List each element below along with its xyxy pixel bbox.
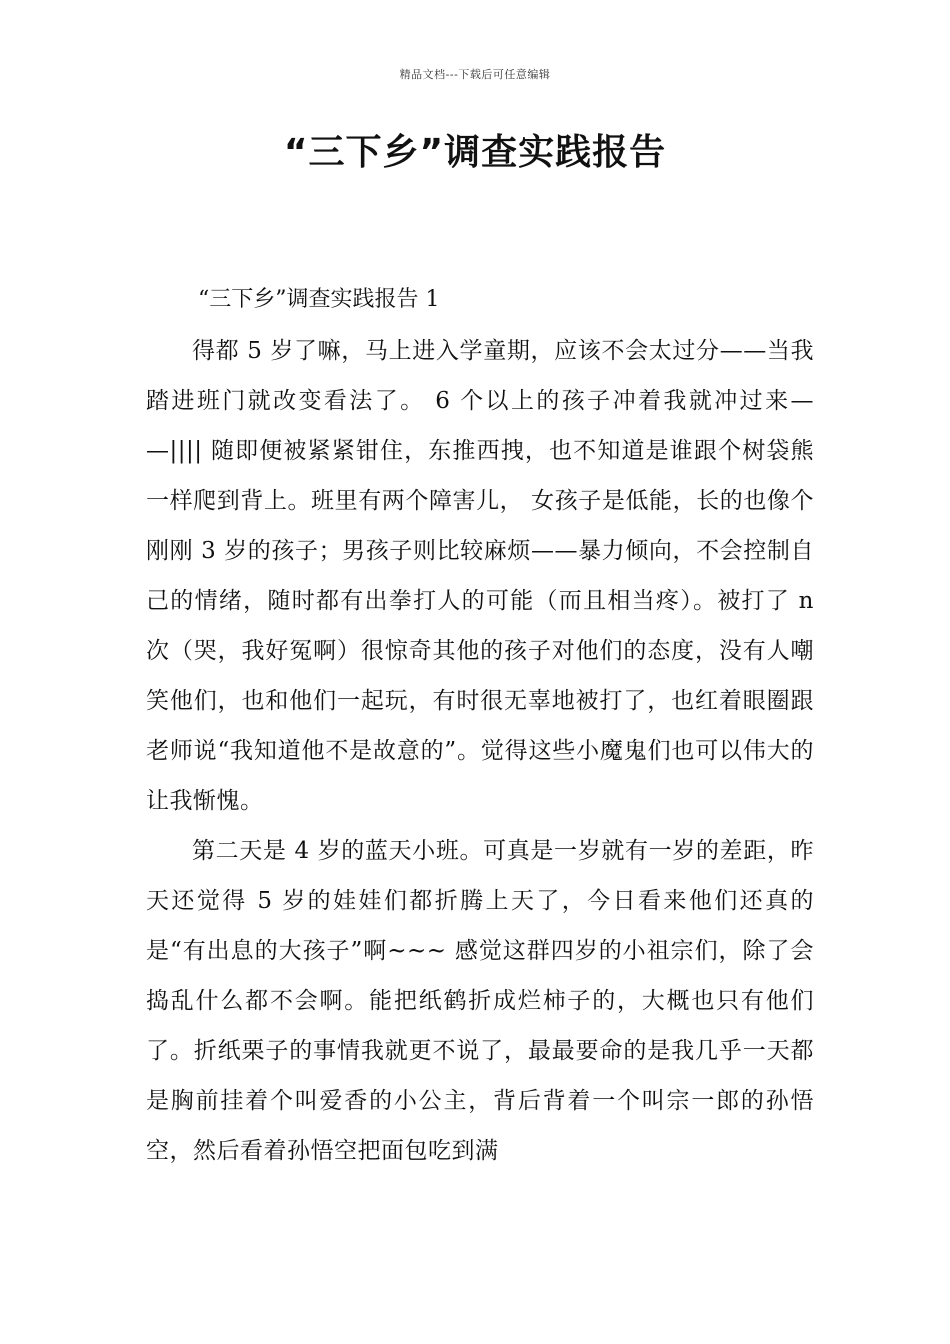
document-title: “三下乡”调查实践报告: [283, 132, 667, 173]
header-note: 精品文档---下载后可任意编辑: [399, 68, 551, 81]
paragraph: 第二天是 4 岁的蓝天小班。可真是一岁就有一岁的差距，昨天还觉得 5 岁的娃娃们都折腾上天了，今日看来他们还真的是“有出息的大孩子”啊~~~ 感觉这群四岁的小祖宗们，除了会捣乱什么都不会啊。能把纸鹤折成烂柿子的，大概也只有他们了。折纸栗子的事情我就更不说了，最最要命的是我几乎一天都是胸前挂着个叫爱香的小公主，背后背着一个叫宗一郎的孙悟空，然后看着孙悟空把面包吃到满: [146, 838, 814, 1164]
section-title: “三下乡”调查实践报告 1: [198, 287, 440, 312]
body-text: [146, 326, 814, 1176]
paragraph: 得都 5 岁了嘛，马上进入学童期，应该不会太过分——当我踏进班门就改变看法了。 6 个以上的孩子冲着我就冲过来— —|||| 随即便被紧紧钳住，东推西拽，也不知道是谁跟个树袋熊一样爬到背上。班里有两个障害儿， 女孩子是低能，长的也像个刚刚 3 岁的孩子；男孩子则比较麻烦——暴力倾向，不会控制自己的情绪，随时都有出拳打人的可能（而且相当疼）。被打了 n 次（哭，我好冤啊）很惊奇其他的孩子对他们的态度，没有人嘲笑他们，也和他们一起玩，有时很无辜地被打了，也红着眼圈跟老师说“我知道他不是故意的”。觉得这些小魔鬼们也可以伟大的让我惭愧。: [146, 338, 814, 814]
